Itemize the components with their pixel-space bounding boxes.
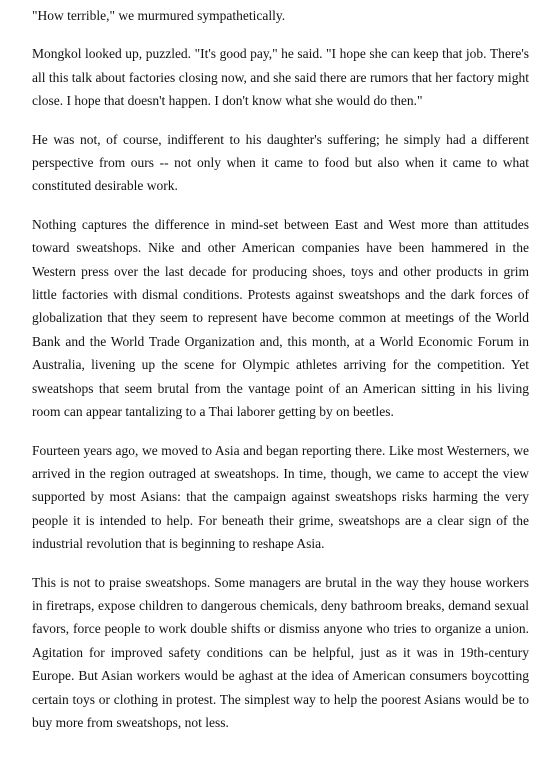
paragraph: Mongkol looked up, puzzled. "It's good pay," he said. "I hope she can keep that job. There's all this talk about factories closing now, and she said there are rumors that her factory might close. I hope that doesn't happen. I don't know what she would do then." (32, 46, 529, 109)
paragraph: "How terrible," we murmured sympathetically. (32, 8, 286, 23)
paragraph: Fourteen years ago, we moved to Asia and began reporting there. Like most Westerners, we arrived in the region outraged at sweatshops. In time, though, we came to accept the view supported by most Asians: that the campaign against sweatshops risks harming the very people it is intended to help. For beneath their grime, sweatshops are a clear sign of the industrial revolution that is beginning to reshape Asia. (32, 442, 529, 552)
document-body (32, 4, 529, 749)
paragraph: He was not, of course, indifferent to his daughter's suffering; he simply had a different perspective from ours -- not only when it came to food but also when it came to what constituted desirable work. (32, 131, 529, 194)
paragraph: This is not to praise sweatshops. Some managers are brutal in the way they house workers in firetraps, expose children to dangerous chemicals, deny bathroom breaks, demand sexual favors, force people to work double shifts or dismiss anyone who tries to organize a union. Agitation for improved safety conditions can be helpful, just as it was in 19th-century Europe. But Asian workers would be aghast at the idea of American consumers boycotting certain toys or clothing in protest. The simplest way to help the poorest Asians would be to buy more from sweatshops, not less. (32, 574, 529, 730)
paragraph: Nothing captures the difference in mind-set between East and West more than attitudes toward sweatshops. Nike and other American companies have been hammered in the Western press over the last decade for producing shoes, toys and other products in grim little factories with dismal conditions. Protests against sweatshops and the dark forces of globalization that they seem to represent have become common at meetings of the World Bank and the World Trade Organization and, this month, at a World Economic Forum in Australia, livening up the scene for Olympic athletes arriving for the competition. Yet sweatshops that seem brutal from the vantage point of an American sitting in his living room can appear tantalizing to a Thai laborer getting by on beetles. (32, 216, 529, 420)
